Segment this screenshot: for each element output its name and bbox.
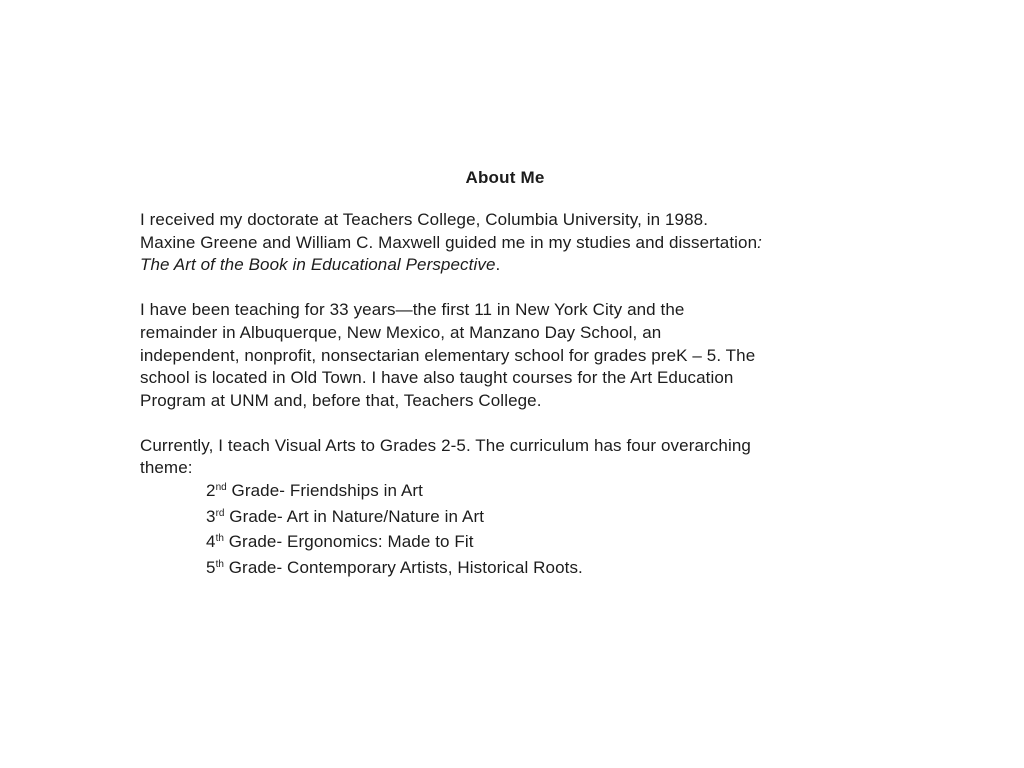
text-line: [140, 557, 870, 583]
text-run: Maxine Greene and William C. Maxwell guided me in my studies and dissertation: [140, 232, 758, 252]
text-line: [140, 435, 870, 458]
text-line: [140, 531, 870, 557]
text-run: Currently, I teach Visual Arts to Grades 2-5. The curriculum has four overarching: [140, 435, 751, 455]
text-run: Grade- Art in Nature/Nature in Art: [224, 506, 485, 526]
text-run: theme:: [140, 458, 193, 478]
text-line: [140, 209, 870, 232]
text-line: [140, 322, 870, 345]
paragraph-current-teaching: [140, 435, 870, 480]
text-run: remainder in Albuquerque, New Mexico, at Manzano Day School, an: [140, 322, 662, 342]
text-run: :: [757, 232, 762, 252]
text-run: 4: [206, 532, 216, 552]
ordinal-suffix: rd: [215, 507, 225, 519]
text-run: Program at UNM and, before that, Teachers College.: [140, 390, 542, 410]
text-line: [140, 232, 870, 255]
text-line: [140, 457, 870, 480]
text-line: [140, 506, 870, 532]
text-run: Grade- Ergonomics: Made to Fit: [223, 532, 474, 552]
ordinal-suffix: th: [215, 533, 224, 545]
document-body: [140, 209, 870, 583]
text-line: [140, 345, 870, 368]
text-run: 2: [206, 481, 216, 501]
text-line: [140, 390, 870, 413]
text-run: The Art of the Book in Educational Perspective: [140, 255, 496, 275]
paragraph-teaching-history: [140, 299, 870, 413]
text-line: [140, 254, 870, 277]
text-line: [140, 480, 870, 506]
text-run: I received my doctorate at Teachers College, Columbia University, in 1988.: [140, 210, 709, 229]
grade-themes-list: [140, 480, 870, 583]
text-run: 3: [206, 506, 216, 526]
paragraph-doctorate: [140, 209, 870, 277]
text-line: [140, 367, 870, 390]
text-run: Grade- Friendships in Art: [226, 481, 423, 501]
text-run: .: [495, 255, 501, 275]
ordinal-suffix: th: [215, 559, 224, 571]
text-run: school is located in Old Town. I have also taught courses for the Art Education: [140, 368, 734, 388]
document-content: [140, 166, 870, 583]
text-run: I have been teaching for 33 years—the first 11 in New York City and the: [140, 300, 685, 320]
text-run: independent, nonprofit, nonsectarian elementary school for grades preK – 5. The: [140, 345, 756, 365]
text-run: 5: [206, 558, 216, 578]
text-line: [140, 299, 870, 322]
document-title: About Me: [465, 168, 545, 187]
ordinal-suffix: nd: [215, 482, 227, 494]
text-run: Grade- Contemporary Artists, Historical Roots.: [223, 558, 583, 578]
